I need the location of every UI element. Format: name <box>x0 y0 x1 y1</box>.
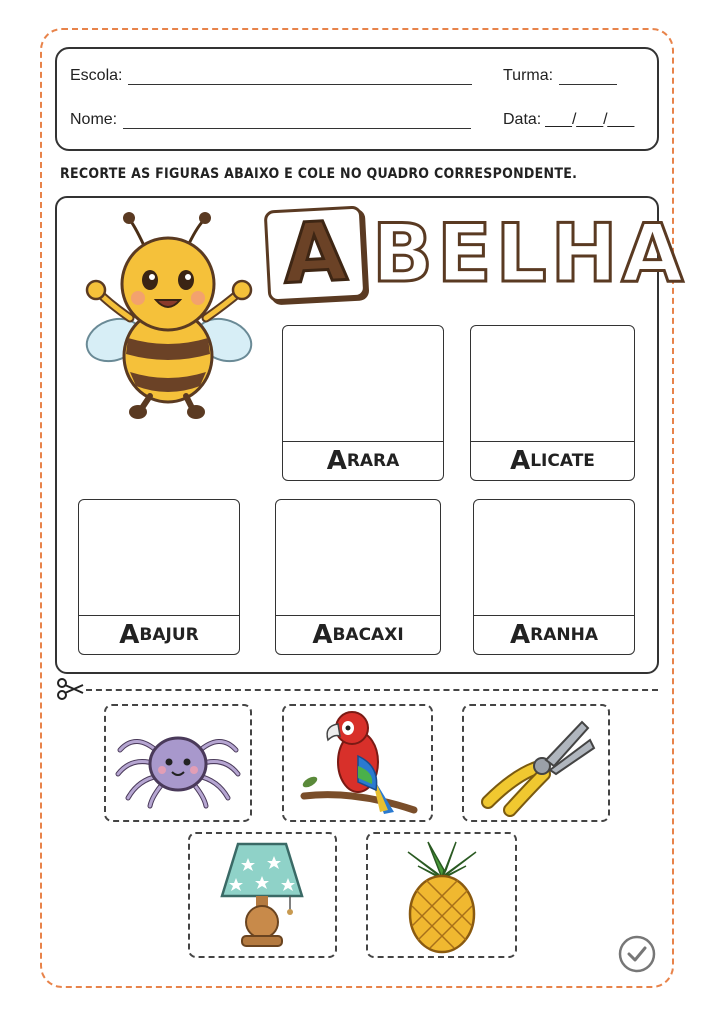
school-field[interactable] <box>128 68 472 85</box>
cutout-lamp[interactable] <box>188 832 337 958</box>
school-label: Escola: <box>70 67 123 84</box>
card-rest-letters: BACAXI <box>332 625 404 645</box>
date-row <box>503 111 634 129</box>
pliers-icon <box>464 706 608 820</box>
parrot-icon <box>284 706 431 820</box>
card-first-letter: A <box>312 620 333 650</box>
pineapple-icon <box>368 834 515 956</box>
card-abacaxi[interactable] <box>275 499 441 655</box>
spider-icon <box>106 706 250 820</box>
title-first-letter: A <box>280 204 350 303</box>
card-abajur[interactable] <box>78 499 240 655</box>
cutout-parrot[interactable] <box>282 704 433 822</box>
card-label <box>283 441 443 480</box>
card-first-letter: A <box>119 620 140 650</box>
card-label <box>471 441 634 480</box>
card-rest-letters: BAJUR <box>139 625 199 645</box>
card-rest-letters: LICATE <box>530 451 595 471</box>
cutout-pineapple[interactable] <box>366 832 517 958</box>
date-label: Data: <box>503 111 542 128</box>
title-rest-letters: BELHA <box>372 207 688 300</box>
class-row <box>503 67 617 85</box>
card-first-letter: A <box>510 620 531 650</box>
name-field[interactable] <box>123 112 471 129</box>
instruction-text: RECORTE AS FIGURAS ABAIXO E COLE NO QUADRO CORRESPONDENTE. <box>60 166 578 182</box>
card-aranha[interactable] <box>473 499 635 655</box>
lamp-icon <box>190 834 335 956</box>
cutout-pliers[interactable] <box>462 704 610 822</box>
bee-icon <box>84 208 256 424</box>
scissors-icon <box>56 678 84 700</box>
card-arara[interactable] <box>282 325 444 481</box>
cutout-spider[interactable] <box>104 704 252 822</box>
card-rest-letters: RARA <box>346 451 400 471</box>
school-row <box>70 67 472 85</box>
cut-line <box>86 689 658 691</box>
title-letter-tile <box>264 205 367 302</box>
check-icon <box>617 934 657 974</box>
date-field[interactable]: ___/___/___ <box>545 111 635 128</box>
student-info-box <box>55 47 659 151</box>
card-label <box>474 615 634 654</box>
name-label: Nome: <box>70 111 118 128</box>
card-first-letter: A <box>510 446 531 476</box>
card-label <box>79 615 239 654</box>
card-label <box>276 615 440 654</box>
class-field[interactable] <box>559 68 617 85</box>
card-alicate[interactable] <box>470 325 635 481</box>
name-row <box>70 111 471 129</box>
card-rest-letters: RANHA <box>530 625 598 645</box>
class-label: Turma: <box>503 67 554 84</box>
card-first-letter: A <box>326 446 347 476</box>
title-word-abelha <box>266 204 688 303</box>
